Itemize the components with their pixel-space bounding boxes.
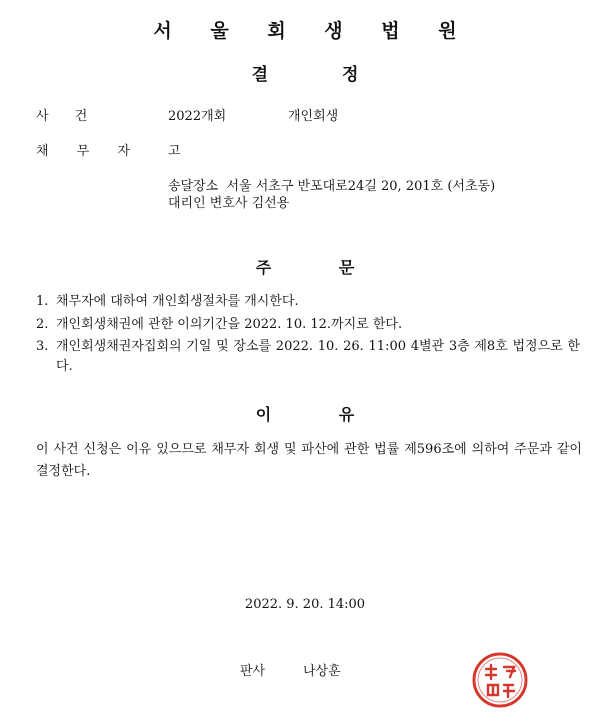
seal-ring <box>474 654 526 706</box>
judge-seal-stamp <box>471 651 529 709</box>
order-item-text: 채무자에 대하여 개인회생절차를 개시한다. <box>56 294 299 309</box>
order-item <box>36 315 580 335</box>
reason-text: 이 사건 신청은 이유 있으므로 채무자 회생 및 파산에 관한 법률 제596조에 의하여 주문과 같이 결정한다. <box>36 442 582 479</box>
case-name: 개인회생 <box>288 109 339 124</box>
debtor-name: 고 <box>168 144 181 159</box>
reason-heading: 이 유 <box>255 405 355 424</box>
document-type: 결 정 <box>251 65 359 85</box>
delivery-address: 송달장소 서울 서초구 반포대로24길 20, 201호 (서초동) <box>168 179 496 194</box>
order-item-number: 1. <box>36 294 49 309</box>
legal-agent: 대리인 변호사 김선용 <box>168 196 290 211</box>
order-item-number: 2. <box>36 317 49 332</box>
case-label: 사 건 <box>36 109 88 124</box>
judge-name: 나상훈 <box>303 664 341 679</box>
seal-characters <box>486 665 515 697</box>
judge-label: 판사 <box>240 664 266 679</box>
seal-inner-ring <box>478 658 522 702</box>
order-item-text: 개인회생채권자집회의 기일 및 장소를 2022. 10. 26. 11:00 4별관 3층 제8호 법정으로 한다. <box>56 339 580 374</box>
case-number: 2022개회 <box>168 109 227 124</box>
order-item <box>36 292 580 312</box>
order-item <box>36 337 580 377</box>
order-item-text: 개인회생채권에 관한 이의기간을 2022. 10. 12.까지로 한다. <box>56 317 403 332</box>
order-heading: 주 문 <box>255 258 355 277</box>
court-name: 서 울 회 생 법 원 <box>153 20 473 42</box>
order-item-number: 3. <box>36 339 49 354</box>
debtor-label: 채 무 자 <box>36 144 130 159</box>
decision-date: 2022. 9. 20. 14:00 <box>244 597 366 612</box>
